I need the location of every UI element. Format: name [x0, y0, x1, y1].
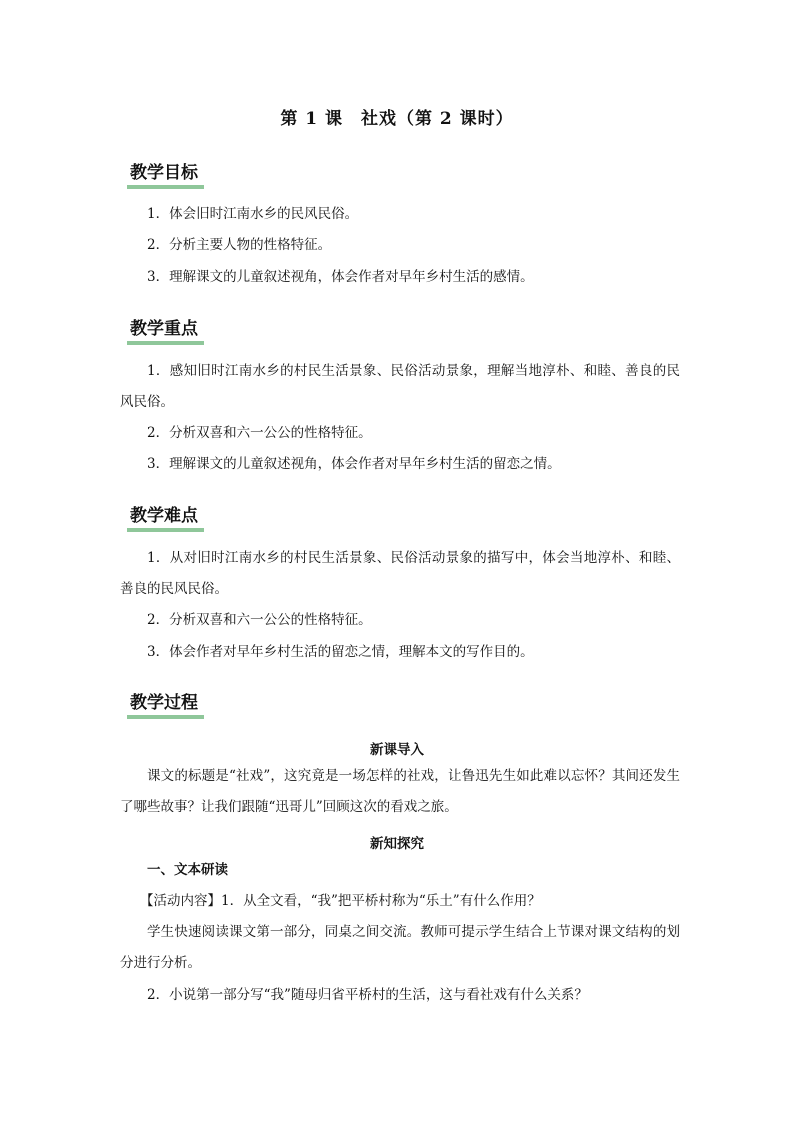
- section-heading-text: 教学难点: [130, 506, 198, 526]
- difficulty-item-3: 3．体会作者对早年乡村生活的留恋之情，理解本文的写作目的。: [147, 644, 534, 660]
- activity-question-1: 1．从全文看，“我”把平桥村称为“乐土”有什么作用？: [221, 893, 541, 909]
- objective-item-3: 3．理解课文的儿童叙述视角，体会作者对早年乡村生活的感情。: [147, 269, 534, 285]
- intro-heading: 新课导入: [370, 742, 424, 758]
- section-heading-difficulties: [127, 505, 204, 527]
- key-point-item-2: 2．分析双喜和六一公公的性格特征。: [147, 425, 372, 441]
- heading-underline: [127, 715, 204, 719]
- activity-question-2: 2．小说第一部分写“我”随母归省平桥村的生活，这与看社戏有什么关系？: [147, 987, 588, 1003]
- heading-underline: [127, 528, 204, 532]
- section-heading-objectives: [127, 162, 204, 184]
- key-point-item-3: 3．理解课文的儿童叙述视角，体会作者对早年乡村生活的留恋之情。: [147, 456, 561, 472]
- activity-label: 【活动内容】: [140, 893, 221, 909]
- objective-item-1: 1．体会旧时江南水乡的民风民俗。: [147, 206, 359, 222]
- sub-heading-text-study: 一、文本研读: [147, 862, 228, 878]
- section-heading-text: 教学过程: [130, 693, 198, 713]
- difficulty-item-1: 1．从对旧时江南水乡的村民生活景象、民俗活动景象的描写中，体会当地淳朴、和睦、善良的民风民俗。: [120, 550, 680, 597]
- objective-item-2: 2．分析主要人物的性格特征。: [147, 237, 332, 253]
- activity-line: [140, 886, 680, 917]
- heading-underline: [127, 185, 204, 189]
- document-title: 第 1 课 社戏（第 2 课时）: [280, 109, 514, 129]
- section-heading-process: [127, 692, 204, 714]
- heading-underline: [127, 341, 204, 345]
- section-heading-text: 教学重点: [130, 319, 198, 339]
- difficulty-item-2: 2．分析双喜和六一公公的性格特征。: [147, 612, 372, 628]
- key-point-item-1: 1．感知旧时江南水乡的村民生活景象、民俗活动景象，理解当地淳朴、和睦、善良的民风民俗。: [120, 363, 680, 410]
- section-heading-text: 教学目标: [130, 163, 198, 183]
- activity-guide-paragraph: 学生快速阅读课文第一部分，同桌之间交流。教师可提示学生结合上节课对课文结构的划分进行分析。: [120, 924, 680, 971]
- section-heading-key-points: [127, 318, 204, 340]
- intro-paragraph: 课文的标题是“社戏”，这究竟是一场怎样的社戏，让鲁迅先生如此难以忘怀？其间还发生了哪些故事？让我们跟随“迅哥儿”回顾这次的看戏之旅。: [120, 768, 680, 815]
- explore-heading: 新知探究: [370, 836, 424, 852]
